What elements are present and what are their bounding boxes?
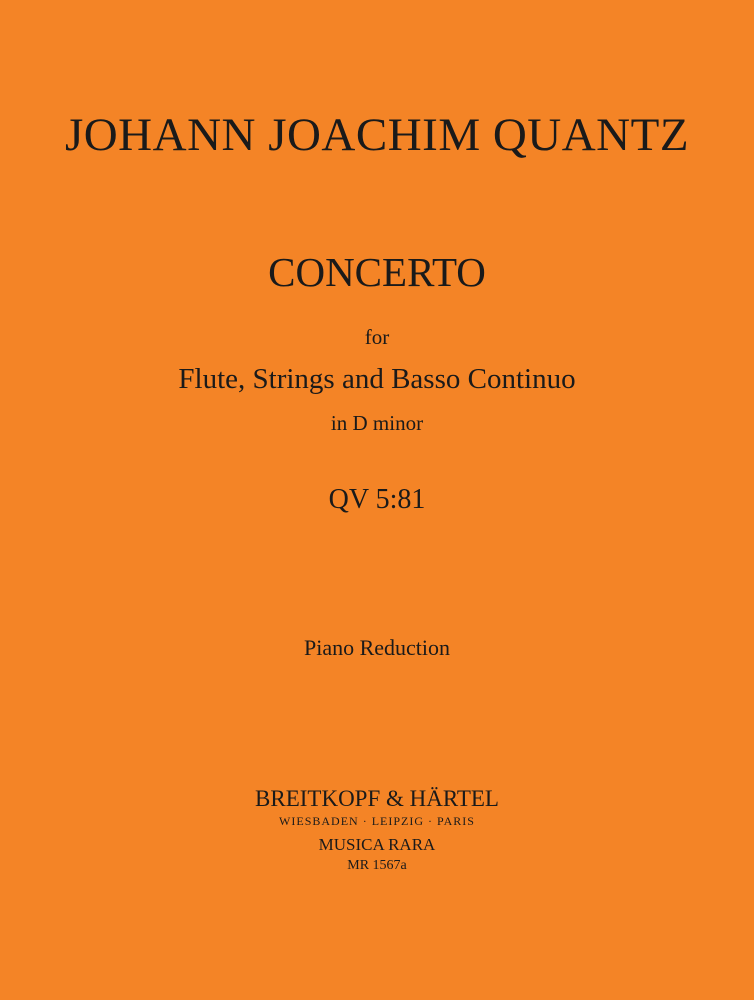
- for-text: for: [364, 325, 390, 349]
- publisher-cities: WIESBADEN · LEIPZIG · PARIS: [279, 814, 475, 828]
- key-signature: in D minor: [330, 411, 424, 435]
- catalog-number: MR 1567a: [347, 858, 407, 873]
- instrumentation: Flute, Strings and Basso Continuo: [178, 363, 576, 395]
- work-title: CONCERTO: [268, 249, 486, 295]
- edition-type: Piano Reduction: [303, 635, 451, 660]
- catalog-designation: QV 5:81: [328, 484, 426, 515]
- imprint-name: MUSICA RARA: [318, 835, 436, 854]
- publisher-name: BREITKOPF & HÄRTEL: [255, 786, 499, 811]
- composer-name: JOHANN JOACHIM QUANTZ: [64, 109, 690, 161]
